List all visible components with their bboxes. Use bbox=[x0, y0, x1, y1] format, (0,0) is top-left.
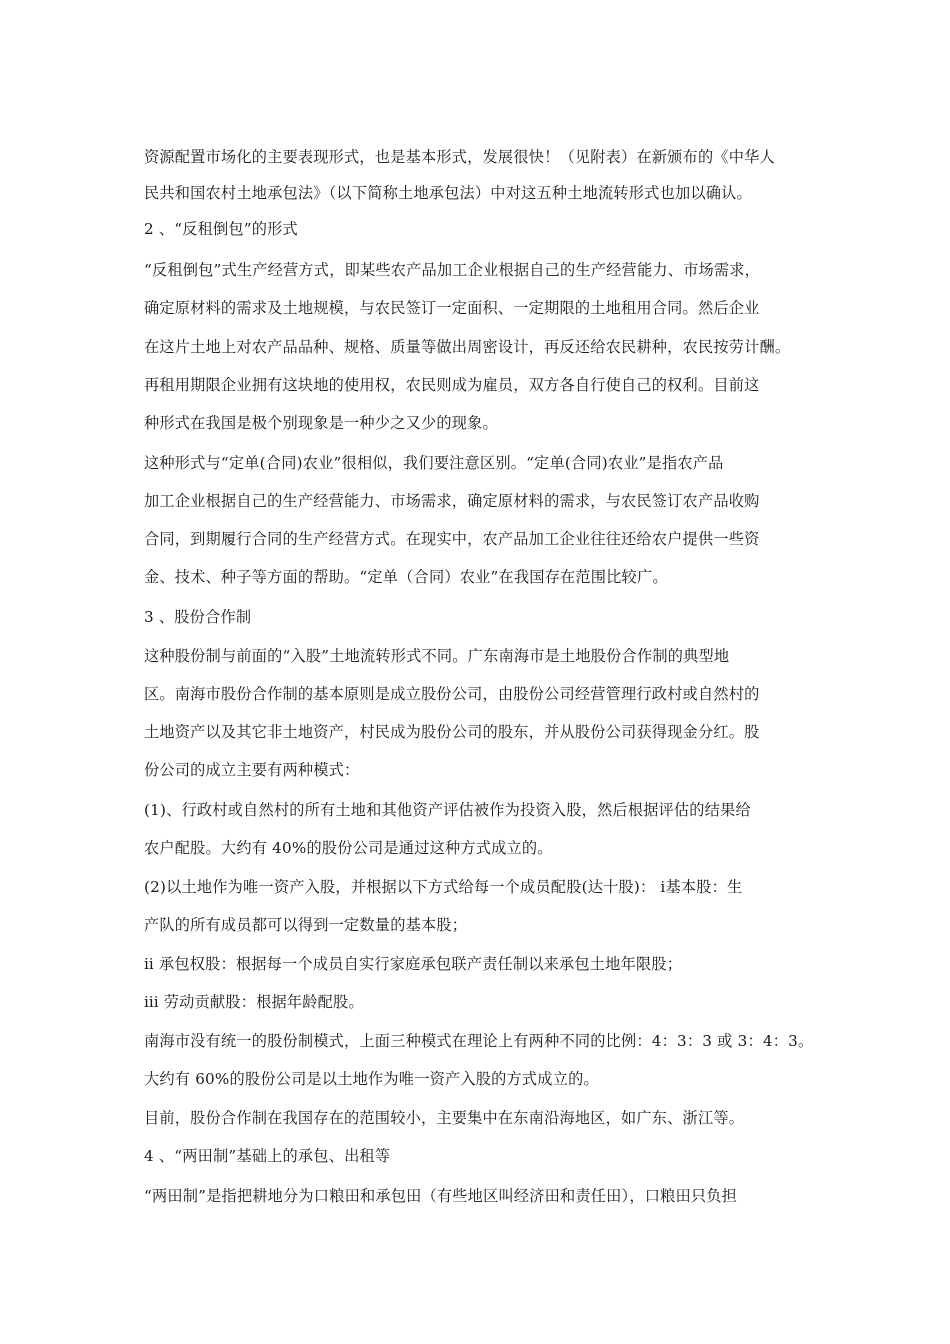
paragraph-line: 民共和国农村土地承包法》（以下简称土地承包法）中对这五种土地流转形式也加以确认。 bbox=[144, 184, 752, 202]
paragraph-line: ⅲ 劳动贡献股：根据年龄配股。 bbox=[144, 993, 364, 1011]
paragraph-line: 土地资产以及其它非土地资产，村民成为股份公司的股东，并从股份公司获得现金分红。股 bbox=[144, 723, 760, 741]
paragraph-line: 确定原材料的需求及土地规模，与农民签订一定面积、一定期限的土地租用合同。然后企业 bbox=[144, 299, 760, 317]
paragraph-line: 区。南海市股份合作制的基本原则是成立股份公司，由股份公司经营管理行政村或自然村的 bbox=[144, 685, 760, 703]
paragraph-line: 加工企业根据自己的生产经营能力、市场需求，确定原材料的需求，与农民签订农产品收购 bbox=[144, 492, 760, 510]
paragraph-line: 南海市没有统一的股份制模式，上面三种模式在理论上有两种不同的比例：4：3：3 或 3：4：3。 bbox=[144, 1032, 814, 1050]
paragraph-line: 再租用期限企业拥有这块地的使用权，农民则成为雇员，双方各自行使自己的权利。目前这 bbox=[144, 376, 760, 394]
paragraph-line: 金、技术、种子等方面的帮助。“定单（合同）农业”在我国存在范围比较广。 bbox=[144, 568, 668, 586]
section-heading: 4 、“两田制”基础上的承包、出租等 bbox=[144, 1147, 391, 1165]
section-heading: 2 、“反租倒包”的形式 bbox=[144, 220, 298, 238]
paragraph-line: “两田制”是指把耕地分为口粮田和承包田（有些地区叫经济田和责任田），口粮田只负担 bbox=[144, 1187, 738, 1205]
paragraph-line: (1)、行政村或自然村的所有土地和其他资产评估被作为投资入股，然后根据评估的结果给 bbox=[144, 801, 751, 819]
paragraph-line: 大约有 60%的股份公司是以土地作为唯一资产入股的方式成立的。 bbox=[144, 1070, 599, 1088]
paragraph-line: 目前，股份合作制在我国存在的范围较小，主要集中在东南沿海地区，如广东、浙江等。 bbox=[144, 1109, 745, 1127]
paragraph-line: 份公司的成立主要有两种模式： bbox=[144, 761, 360, 779]
paragraph-line: 合同，到期履行合同的生产经营方式。在现实中，农产品加工企业往往还给农户提供一些资 bbox=[144, 530, 760, 548]
paragraph-line: 种形式在我国是极个别现象是一种少之又少的现象。 bbox=[144, 414, 498, 432]
paragraph-line: ⅱ 承包权股：根据每一个成员自实行家庭承包联产责任制以来承包土地年限股； bbox=[144, 955, 683, 973]
paragraph-line: 在这片土地上对农产品品种、规格、质量等做出周密设计，再反还给农民耕种，农民按劳计酬。 bbox=[144, 338, 791, 356]
paragraph-line: 这种股份制与前面的“入股”土地流转形式不同。广东南海市是土地股份合作制的典型地 bbox=[144, 647, 730, 665]
paragraph-line: 这种形式与“定单(合同)农业”很相似，我们要注意区别。“定单(合同)农业”是指农产品 bbox=[144, 454, 724, 472]
paragraph-line: 农户配股。大约有 40%的股份公司是通过这种方式成立的。 bbox=[144, 839, 553, 857]
paragraph-line: “反租倒包”式生产经营方式，即某些农产品加工企业根据自己的生产经营能力、市场需求， bbox=[144, 261, 761, 279]
section-heading: 3 、股份合作制 bbox=[144, 608, 252, 626]
paragraph-line: (2)以土地作为唯一资产入股，并根据以下方式给每一个成员配股(达十股)： ⅰ基本股：生 bbox=[144, 878, 743, 896]
paragraph-line: 资源配置市场化的主要表现形式，也是基本形式，发展很快！（见附表）在新颁布的《中华人 bbox=[144, 148, 775, 166]
paragraph-line: 产队的所有成员都可以得到一定数量的基本股； bbox=[144, 916, 468, 934]
